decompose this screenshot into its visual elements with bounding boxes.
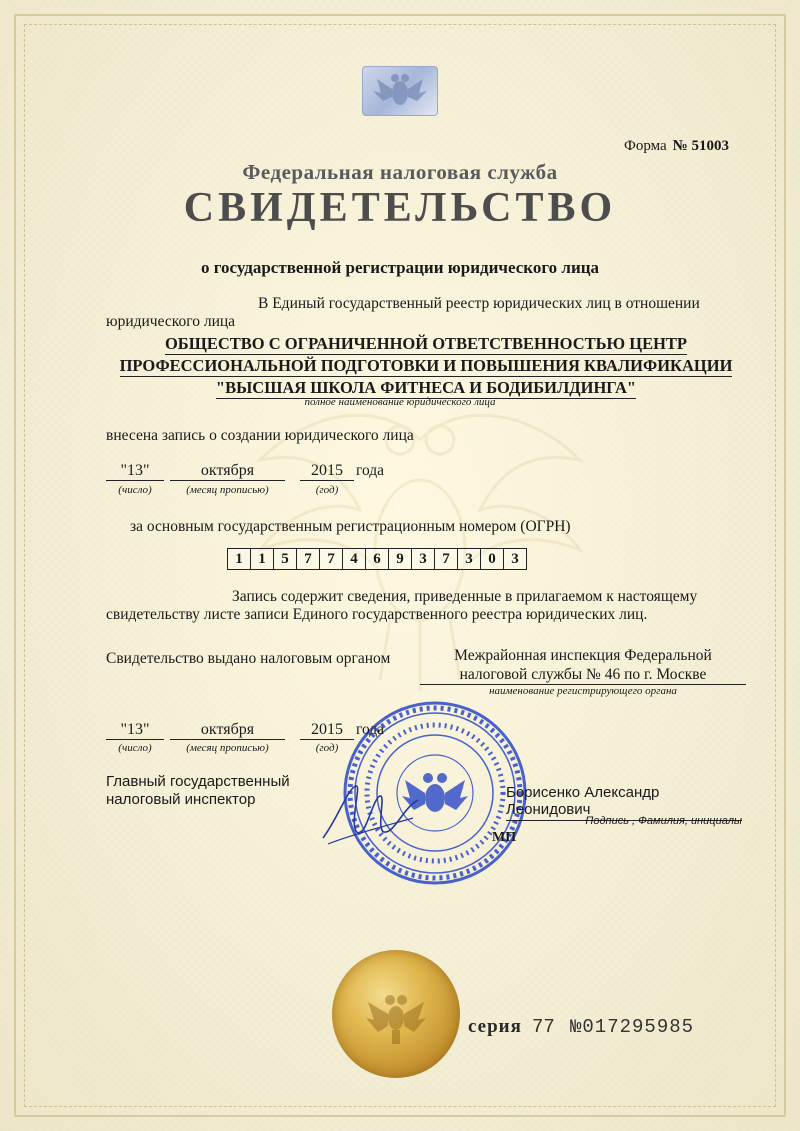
ogrn-digit: 1	[227, 548, 251, 570]
seal-place-mark: МП	[492, 830, 517, 845]
date1-month-caption: (месяц прописью)	[186, 484, 269, 496]
series-label: серия	[468, 1016, 522, 1037]
note-text-line1: Запись содержит сведения, приведенные в прилагаемом к настоящему	[232, 588, 698, 605]
date1-day: "13"	[106, 462, 164, 481]
note-text-line2: свидетельству листе записи Единого государственного реестра юридических лиц.	[106, 606, 648, 623]
document-subtitle: о государственной регистрации юридического лица	[200, 258, 600, 277]
ogrn-digit: 3	[503, 548, 527, 570]
ogrn-digit: 5	[273, 548, 297, 570]
signature-caption: Подпись , Фамилия, инициалы	[585, 815, 742, 827]
date2-year-caption: (год)	[315, 742, 339, 754]
intro-text-line2: юридического лица	[106, 313, 236, 330]
ogrn-digit: 7	[296, 548, 320, 570]
date1-day-caption: (число)	[118, 484, 152, 496]
position-line1: Главный государственный	[106, 773, 290, 790]
date1-month: октября	[170, 462, 285, 481]
authority-line1: Межрайонная инспекция Федеральной	[454, 647, 712, 664]
org-name-line: ПРОФЕССИОНАЛЬНОЙ ПОДГОТОВКИ И ПОВЫШЕНИЯ КВАЛИФИКАЦИИ	[119, 356, 733, 375]
ogrn-digit: 3	[411, 548, 435, 570]
form-number	[624, 138, 729, 155]
ogrn-digit: 0	[480, 548, 504, 570]
eagle-emblem-icon	[363, 67, 437, 115]
ogrn-label: за основным государственным регистрационным номером (ОГРН)	[130, 518, 571, 535]
org-name-line: ОБЩЕСТВО С ОГРАНИЧЕННОЙ ОТВЕТСТВЕННОСТЬЮ ЦЕНТР	[164, 334, 688, 353]
form-prefix: Форма	[624, 138, 667, 154]
series-number: №017295985	[570, 1016, 695, 1038]
org-name-line: "ВЫСШАЯ ШКОЛА ФИТНЕСА И БОДИБИЛДИНГА"	[215, 378, 637, 397]
series-code: 77	[532, 1016, 555, 1038]
date1-year: 2015	[300, 462, 354, 481]
position-line2: налоговый инспектор	[106, 791, 256, 808]
ogrn-digit: 1	[250, 548, 274, 570]
date1-year-caption: (год)	[315, 484, 339, 496]
issuing-authority	[420, 646, 746, 685]
ogrn-digit: 9	[388, 548, 412, 570]
date2-month: октября	[170, 721, 285, 740]
authority-caption: наименование регистрирующего органа	[489, 685, 677, 697]
signer-name: Борисенко Александр Леонидович	[506, 784, 742, 821]
handwritten-signature	[318, 778, 428, 848]
ogrn-digit: 6	[365, 548, 389, 570]
date2-suffix: года	[356, 721, 385, 738]
date1-suffix: года	[356, 462, 385, 479]
ogrn-boxes	[228, 548, 527, 570]
org-name-caption: полное наименование юридического лица	[304, 396, 496, 408]
authority-line2: налоговой службы № 46 по г. Москве	[459, 666, 707, 683]
ogrn-digit: 4	[342, 548, 366, 570]
seal-eagle-icon	[356, 974, 436, 1054]
document-title: СВИДЕТЕЛЬСТВО	[183, 185, 617, 231]
date2-day-caption: (число)	[118, 742, 152, 754]
ogrn-digit: 3	[457, 548, 481, 570]
date2-day: "13"	[106, 721, 164, 740]
entry-text: внесена запись о создании юридического лица	[106, 427, 414, 444]
agency-name: Федеральная налоговая служба	[242, 160, 558, 184]
date2-month-caption: (месяц прописью)	[186, 742, 269, 754]
intro-text-line1: В Единый государственный реестр юридических лиц в отношении	[258, 295, 700, 312]
holographic-emblem	[362, 66, 438, 116]
date2-year: 2015	[300, 721, 354, 740]
signer-position	[106, 773, 290, 809]
ogrn-digit: 7	[434, 548, 458, 570]
organization-name	[106, 333, 746, 399]
form-code: № 51003	[672, 138, 729, 154]
ogrn-digit: 7	[319, 548, 343, 570]
gold-seal	[332, 950, 460, 1078]
issued-by-label: Свидетельство выдано налоговым органом	[106, 650, 391, 667]
